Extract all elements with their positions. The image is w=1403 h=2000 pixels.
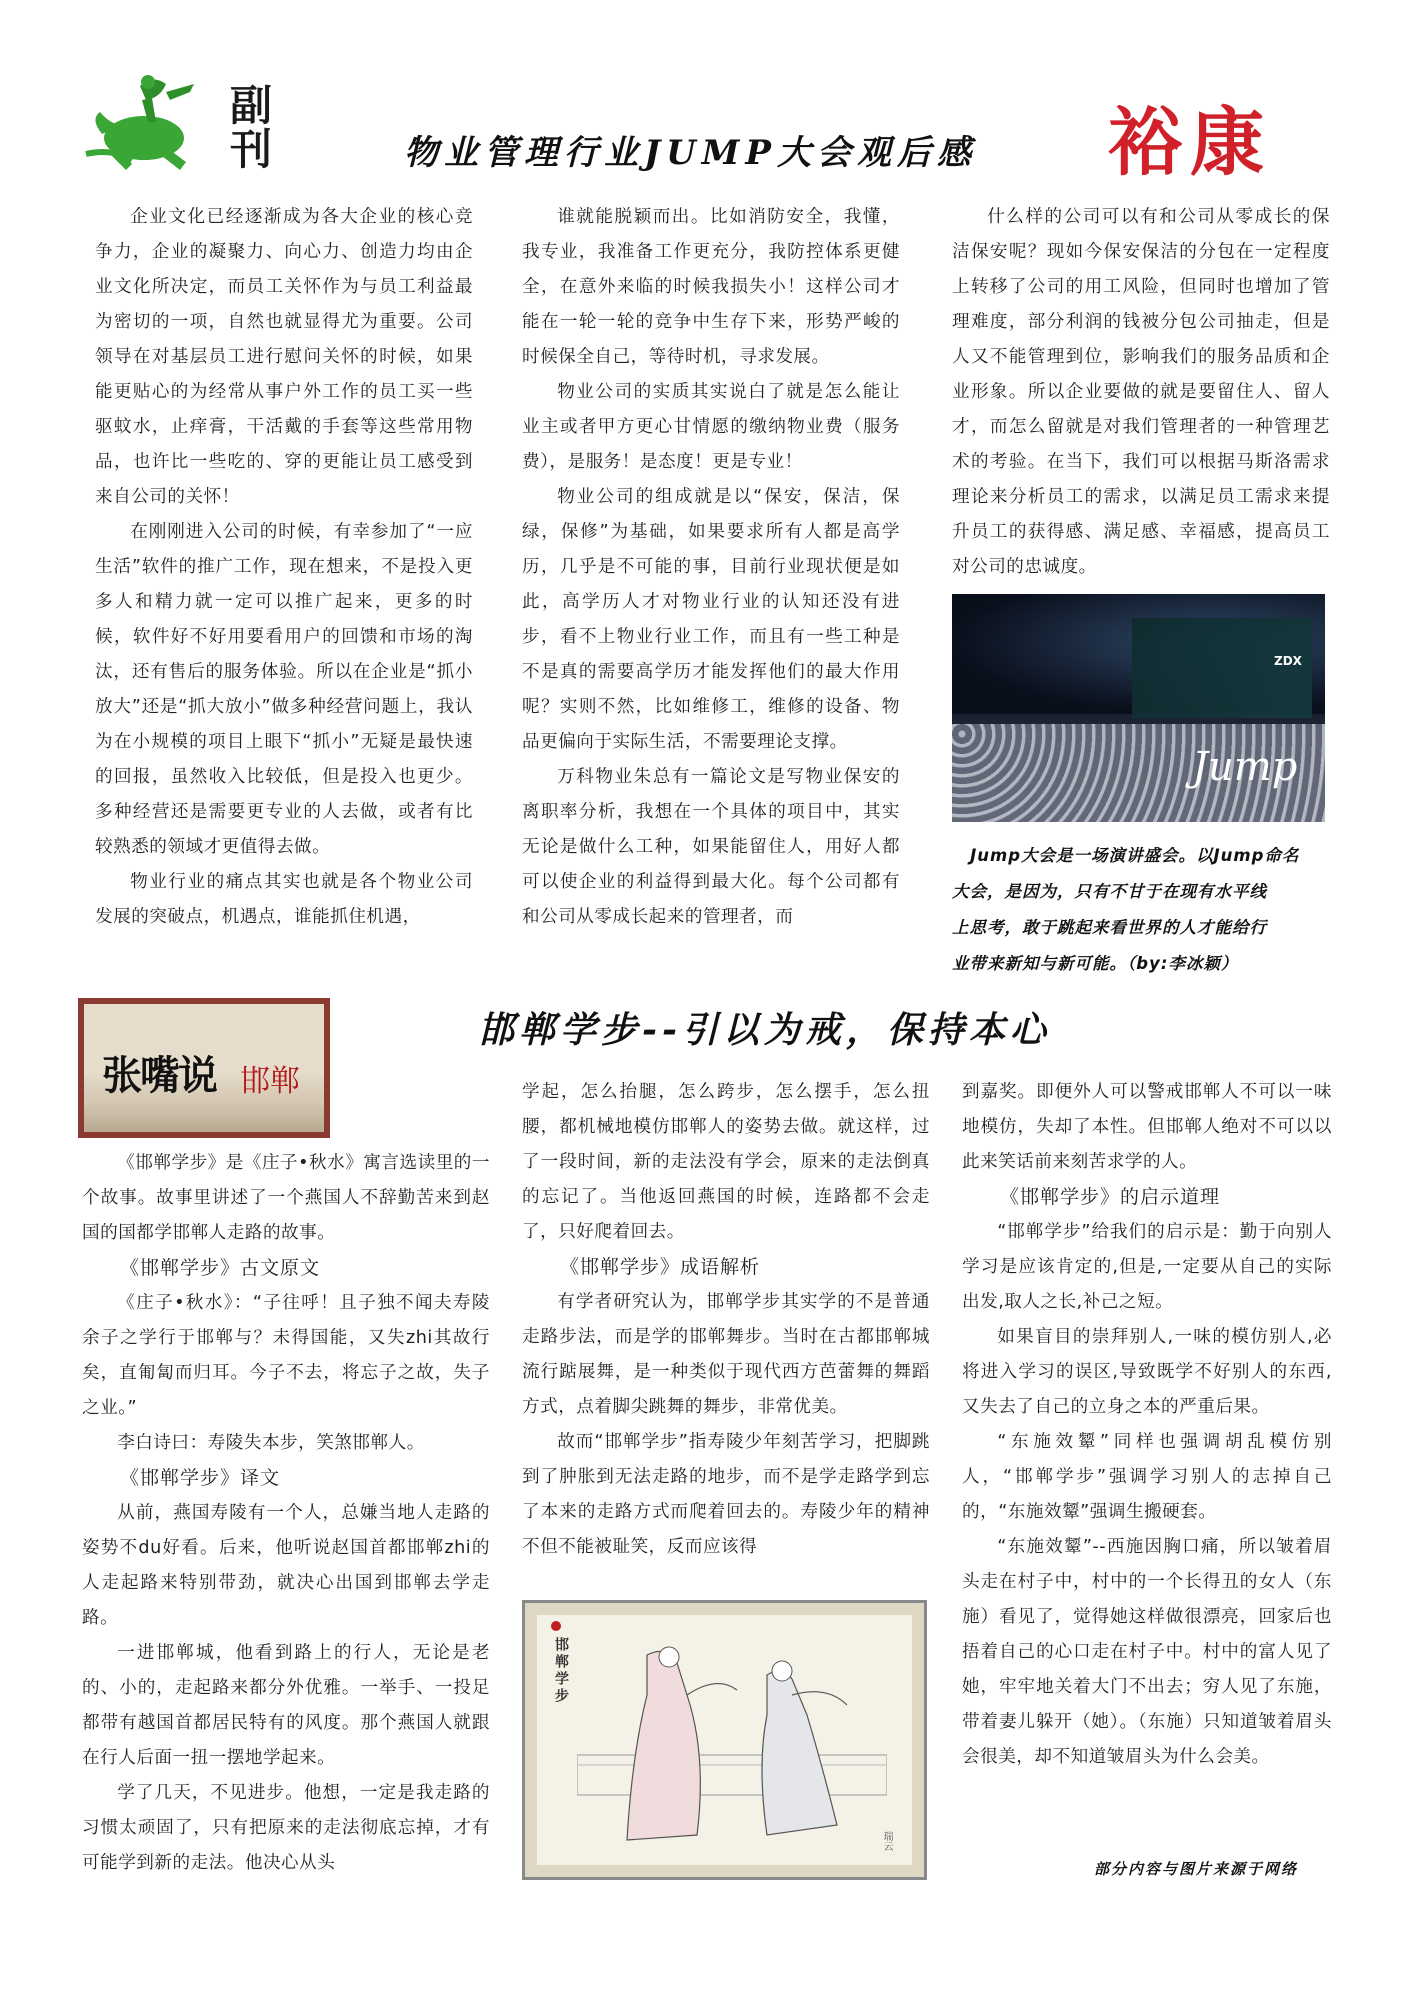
column-logo-name: 张嘴说	[102, 1052, 216, 1099]
paragraph: 万科物业朱总有一篇论文是写物业保安的离职率分析，我想在一个具体的项目中，其实无论是做什么工种，如果能留住人，用好人都可以使企业的利益得到最大化。每个公司都有和公司从零成长起来的管理者，而	[522, 767, 900, 927]
illustration-painting	[522, 1600, 927, 1880]
paragraph: 企业文化已经逐渐成为各大企业的核心竞争力，企业的凝聚力、向心力、创造力均由企业文化所决定，而员工关怀作为与员工利益最为密切的一项，自然也就显得尤为重要。公司领导在对基层员工进行慰问关怀的时候，如果能更贴心的为经常从事户外工作的员工买一些驱蚊水，止痒膏，干活戴的手套等这些常用物品，也许比一些吃的、穿的更能让员工感受到来自公司的关怀！	[95, 207, 473, 507]
paragraph: 故而“邯郸学步”指寿陵少年刻苦学习，把脚跳到了肿胀到无法走路的地步，而不是学走路学到忘了本来的走路方式而爬着回去的。寿陵少年的精神不但不能被耻笑，反而应该得	[522, 1432, 930, 1557]
article1-column-3	[952, 200, 1330, 585]
paragraph: 李白诗曰：寿陵失本步，笑煞邯郸人。	[117, 1433, 425, 1453]
paragraph: “邯郸学步”给我们的启示是：勤于向别人学习是应该肯定的,但是,一定要从自己的实际出发,取人之长,补己之短。	[962, 1222, 1332, 1312]
section-label: 副刊	[229, 81, 272, 174]
subheading: 《邯郸学步》成语解析	[560, 1256, 761, 1278]
paragraph: “东施效颦”--西施因胸口痛，所以皱着眉头走在村子中，村中的一个长得丑的女人（东施）看见了，觉得她这样做很漂亮，回家后也捂着自己的心口走在村子中。村中的富人见了她，牢牢地关着大门不出去；穷人见了东施，带着妻儿躲开（她）。（东施）只知道皱着眉头会很美，却不知道皱眉头为什么会美。	[962, 1537, 1332, 1767]
article2-column-2	[522, 1075, 930, 1565]
paragraph: 一进邯郸城，他看到路上的行人，无论是老的、小的，走起路来都分外优雅。一举手、一投足都带有越国首都居民特有的风度。那个燕国人就跟在行人后面一扭一摆地学起来。	[82, 1643, 490, 1768]
subheading: 《邯郸学步》的启示道理	[1000, 1186, 1221, 1208]
subheading: 《邯郸学步》译文	[120, 1467, 281, 1489]
article1-column-1	[95, 200, 473, 935]
paragraph: 《邯郸学步》是《庄子•秋水》寓言选读里的一个故事。故事里讲述了一个燕国人不辞勤苦来到赵国的国都学邯郸人走路的故事。	[82, 1153, 490, 1243]
source-note: 部分内容与图片来源于网络	[1094, 1860, 1299, 1878]
column-logo-place: 邯郸	[240, 1064, 300, 1099]
caption-line: 业带来新知与新可能。（by:李冰颖）	[952, 954, 1239, 973]
painting-artist: 瑞云	[881, 1831, 892, 1851]
paragraph: 谁就能脱颖而出。比如消防安全，我懂，我专业，我准备工作更充分，我防控体系更健全，在意外来临的时候我损失小！这样公司才能在一轮一轮的竞争中生存下来，形势严峻的时候保全自己，等待时机，寻求发展。	[522, 207, 900, 367]
paragraph: 什么样的公司可以有和公司从零成长的保洁保安呢？现如今保安保洁的分包在一定程度上转移了公司的用工风险，但同时也增加了管理难度，部分利润的钱被分包公司抽走，但是人又不能管理到位，影响我们的服务品质和企业形象。所以企业要做的就是要留住人、留人才，而怎么留就是对我们管理者的一种管理艺术的考验。在当下，我们可以根据马斯洛需求理论来分析员工的需求，以满足员工需求来提升员工的获得感、满足感、幸福感，提高员工对公司的忠诚度。	[952, 207, 1330, 577]
paragraph: “东施效颦”同样也强调胡乱模仿别人，“邯郸学步”强调学习别人的志掉自己的，“东施效颦”强调生搬硬套。	[962, 1432, 1332, 1522]
photo-brand: ZDX	[1274, 654, 1302, 668]
seal-icon	[551, 1621, 561, 1631]
caption-line: Jump大会是一场演讲盛会。以Jump命名	[970, 846, 1300, 865]
photo-caption	[952, 838, 1337, 982]
paragraph: 学起，怎么抬腿，怎么跨步，怎么摆手，怎么扭腰，都机械地模仿邯郸人的姿势去做。就这样，过了一段时间，新的走法没有学会，原来的走法倒真的忘记了。当他返回燕国的时候，连路都不会走了，只好爬着回去。	[522, 1082, 930, 1242]
paragraph: 在刚刚进入公司的时候，有幸参加了“一应生活”软件的推广工作，现在想来，不是投入更多人和精力就一定可以推广起来，更多的时候，软件好不好用要看用户的回馈和市场的淘汰，还有售后的服务体验。所以在企业是“抓小放大”还是“抓大放小”做多种经营问题上，我认为在小规模的项目上眼下“抓小”无疑是最快速的回报，虽然收入比较低，但是投入也更少。多种经营还是需要更专业的人去做，或者有比较熟悉的领域才更值得去做。	[95, 522, 473, 857]
paragraph: 从前，燕国寿陵有一个人，总嫌当地人走路的姿势不du好看。后来，他听说赵国首都邯郸zhi的人走起路来特别带劲，就决心出国到邯郸去学走路。	[82, 1503, 490, 1628]
paragraph: 物业行业的痛点其实也就是各个物业公司发展的突破点，机遇点，谁能抓住机遇，	[95, 872, 473, 927]
event-photo	[952, 594, 1325, 822]
paragraph: 《庄子•秋水》：“子往呼！且子独不闻夫寿陵余子之学行于邯郸与？未得国能，又失zhi其故行矣，直匍匐而归耳。今子不去，将忘子之故，失子之业。”	[82, 1293, 490, 1418]
caption-line: 大会，是因为，只有不甘于在现有水平线	[952, 882, 1267, 901]
article2-title: 邯郸学步--引以为戒，保持本心	[478, 1009, 1051, 1051]
section-logo-icon	[82, 64, 202, 174]
article2-column-3	[962, 1075, 1332, 1775]
article2-column-1	[82, 1146, 490, 1881]
painting-title: 邯郸学步	[553, 1637, 569, 1705]
paragraph: 学了几天，不见进步。他想，一定是我走路的习惯太顽固了，只有把原来的走法彻底忘掉，才有可能学到新的走法。他决心从头	[82, 1783, 490, 1873]
two-walking-figures-icon	[577, 1635, 887, 1855]
photo-jump-text: Jump	[1192, 744, 1298, 790]
paragraph: 到嘉奖。即便外人可以警戒邯郸人不可以一味地模仿，失却了本性。但邯郸人绝对不可以以此来笑话前来刻苦求学的人。	[962, 1082, 1332, 1172]
caption-line: 上思考，敢于跳起来看世界的人才能给行	[952, 918, 1267, 937]
article1-column-2	[522, 200, 900, 935]
article-title: 物业管理行业JUMP大会观后感	[404, 133, 977, 173]
paragraph: 有学者研究认为，邯郸学步其实学的不是普通走路步法，而是学的邯郸舞步。当时在古都邯郸城流行踮展舞，是一种类似于现代西方芭蕾舞的舞蹈方式，点着脚尖跳舞的舞步，非常优美。	[522, 1292, 930, 1417]
paragraph: 物业公司的组成就是以“保安，保洁，保绿，保修”为基础，如果要求所有人都是高学历，几乎是不可能的事，目前行业现状便是如此，高学历人才对物业行业的认知还没有进步，看不上物业行业工作，而且有一些工种是不是真的需要高学历才能发挥他们的最大作用呢？实则不然，比如维修工，维修的设备、物品更偏向于实际生活，不需要理论支撑。	[522, 487, 900, 752]
brand-logo: 裕康	[1108, 100, 1272, 186]
paragraph: 如果盲目的崇拜别人,一味的模仿别人,必将进入学习的误区,导致既学不好别人的东西,又失去了自己的立身之本的严重后果。	[962, 1327, 1332, 1417]
column-logo	[78, 998, 330, 1138]
paragraph: 物业公司的实质其实说白了就是怎么能让业主或者甲方更心甘情愿的缴纳物业费（服务费），是服务！是态度！更是专业！	[522, 382, 900, 472]
subheading: 《邯郸学步》古文原文	[120, 1257, 321, 1279]
